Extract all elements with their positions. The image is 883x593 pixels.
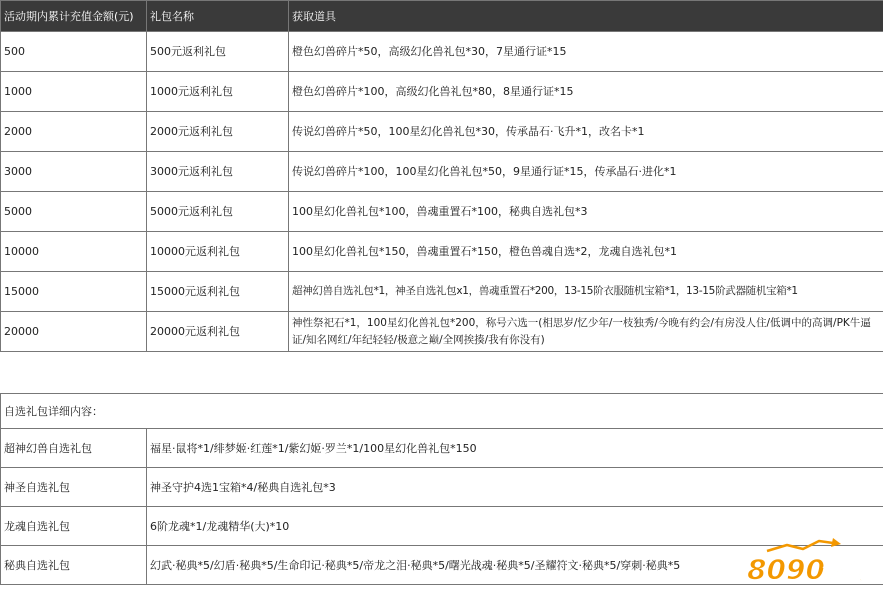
package-cell: 15000元返利礼包 — [147, 272, 289, 312]
items-cell: 传说幻兽碎片*50，100星幻化兽礼包*30，传承晶石·飞升*1，改名卡*1 — [289, 112, 883, 152]
package-cell: 10000元返利礼包 — [147, 232, 289, 272]
items-cell: 超神幻兽自选礼包*1，神圣自选礼包x1，兽魂重置石*200，13-15阶衣服随机宝箱*1，13-15阶武器随机宝箱*1 — [289, 272, 883, 312]
gift-name-cell: 超神幻兽自选礼包 — [1, 429, 147, 468]
package-cell: 3000元返利礼包 — [147, 152, 289, 192]
package-cell: 20000元返利礼包 — [147, 312, 289, 352]
items-cell: 100星幻化兽礼包*100，兽魂重置石*100，秘典自选礼包*3 — [289, 192, 883, 232]
package-cell: 500元返利礼包 — [147, 32, 289, 72]
header-amount: 活动期内累计充值金额(元) — [1, 1, 147, 32]
table-row — [1, 429, 883, 468]
detail-title: 自选礼包详细内容： — [1, 394, 883, 429]
package-cell: 2000元返利礼包 — [147, 112, 289, 152]
amount-cell: 20000 — [1, 312, 147, 352]
items-cell: 橙色幻兽碎片*50，高级幻化兽礼包*30，7星通行证*15 — [289, 32, 883, 72]
table-row — [1, 232, 883, 272]
items-cell: 100星幻化兽礼包*150，兽魂重置石*150，橙色兽魂自选*2，龙魂自选礼包*1 — [289, 232, 883, 272]
amount-cell: 15000 — [1, 272, 147, 312]
items-cell: 神性祭祀石*1，100星幻化兽礼包*200，称号六选一(相思岁/忆少年/一枝独秀/今晚有约会/有房没人住/低调中的高调/PK牛逼证/知名网红/年纪轻轻/极意之巅/全网挨揍/我有你没有) — [289, 312, 883, 352]
logo-graphic — [745, 535, 875, 589]
items-cell: 橙色幻兽碎片*100，高级幻化兽礼包*80，8星通行证*15 — [289, 72, 883, 112]
rebate-table-header — [1, 1, 883, 32]
detail-title-row — [1, 394, 883, 429]
gift-name-cell: 秘典自选礼包 — [1, 546, 147, 585]
package-cell: 5000元返利礼包 — [147, 192, 289, 232]
table-row — [1, 192, 883, 232]
table-row — [1, 72, 883, 112]
table-row — [1, 32, 883, 72]
gift-content-cell: 福星·鼠将*1/绯梦姬·红莲*1/紫幻姬·罗兰*1/100星幻化兽礼包*150 — [147, 429, 883, 468]
amount-cell: 500 — [1, 32, 147, 72]
amount-cell: 3000 — [1, 152, 147, 192]
gift-content-cell: 幻武·秘典*5/幻盾·秘典*5/生命印记·秘典*5/帝龙之泪·秘典*5/曙光战魂·秘典*5/圣耀符文·秘典*5/穿刺·秘典*5 — [147, 546, 883, 585]
gift-name-cell: 龙魂自选礼包 — [1, 507, 147, 546]
header-items: 获取道具 — [289, 1, 883, 32]
gift-name-cell: 神圣自选礼包 — [1, 468, 147, 507]
amount-cell: 5000 — [1, 192, 147, 232]
amount-cell: 2000 — [1, 112, 147, 152]
items-cell: 传说幻兽碎片*100，100星幻化兽礼包*50，9星通行证*15，传承晶石·进化*1 — [289, 152, 883, 192]
gift-content-cell: 神圣守护4选1宝箱*4/秘典自选礼包*3 — [147, 468, 883, 507]
logo-text: 游戏 — [823, 560, 863, 584]
table-row — [1, 468, 883, 507]
logo-digits: 8090 — [747, 553, 825, 586]
table-row — [1, 112, 883, 152]
table-row — [1, 152, 883, 192]
table-row — [1, 272, 883, 312]
amount-cell: 10000 — [1, 232, 147, 272]
site-logo — [745, 535, 875, 589]
package-cell: 1000元返利礼包 — [147, 72, 289, 112]
amount-cell: 1000 — [1, 72, 147, 112]
header-package: 礼包名称 — [147, 1, 289, 32]
gift-content-cell: 6阶龙魂*1/龙魂精华(大)*10 — [147, 507, 883, 546]
table-row — [1, 312, 883, 352]
